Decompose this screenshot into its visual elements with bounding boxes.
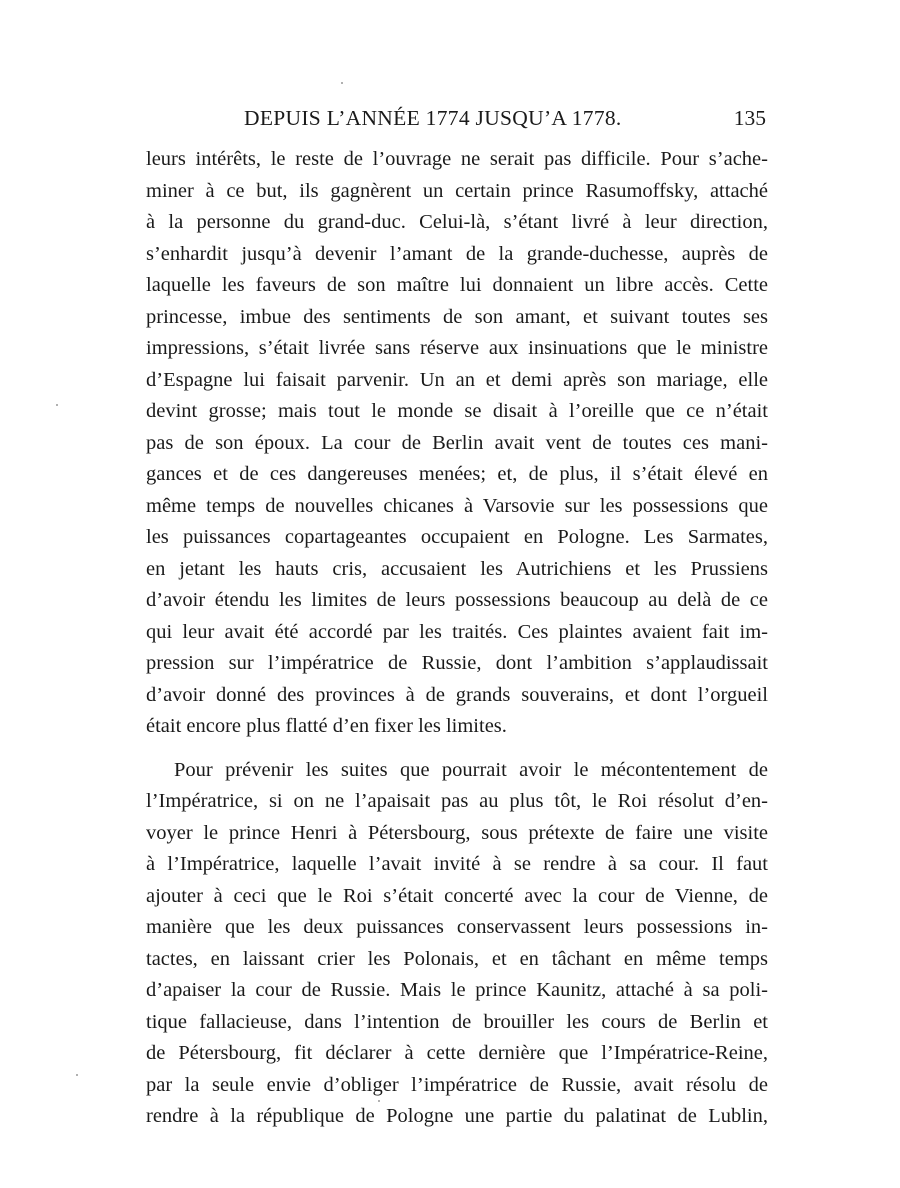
text-line: tique fallacieuse, dans l’intention de brouiller les cours de Berlin et xyxy=(146,1010,768,1033)
text-line: les puissances copartageantes occupaient en Pologne. Les Sarmates, xyxy=(146,526,768,548)
paragraph-gap xyxy=(146,743,768,755)
print-speck xyxy=(76,1074,78,1076)
text-line: de Pétersbourg, fit déclarer à cette dernière que l’Impératrice-Reine, xyxy=(146,1042,768,1064)
text-line: Pour prévenir les suites que pourrait avoir le mécontentement de xyxy=(174,758,768,781)
text-line: princesse, imbue des sentiments de son amant, et suivant toutes ses xyxy=(146,305,768,328)
print-speck xyxy=(378,1100,380,1102)
text-line: miner à ce but, ils gagnèrent un certain prince Rasumoffsky, attaché xyxy=(146,179,768,202)
page-number: 135 xyxy=(733,106,766,130)
text-line: d’apaiser la cour de Russie. Mais le prince Kaunitz, attaché à sa poli- xyxy=(146,979,768,1001)
text-line: devint grosse; mais tout le monde se disait à l’oreille que ce n’était xyxy=(146,400,768,422)
text-line: voyer le prince Henri à Pétersbourg, sous prétexte de faire une visite xyxy=(146,821,768,844)
body-text xyxy=(146,144,768,1133)
text-line: en jetant les hauts cris, accusaient les Autrichiens et les Prussiens xyxy=(146,557,768,580)
text-line: qui leur avait été accordé par les traités. Ces plaintes avaient fait im- xyxy=(146,620,768,643)
text-line: leurs intérêts, le reste de l’ouvrage ne serait pas difficile. Pour s’ache- xyxy=(146,148,768,170)
text-line: était encore plus flatté d’en fixer les limites. xyxy=(146,715,507,737)
text-line: pas de son époux. La cour de Berlin avait vent de toutes ces mani- xyxy=(146,431,768,454)
text-line: ajouter à ceci que le Roi s’était concerté avec la cour de Vienne, de xyxy=(146,884,768,907)
text-line: s’enhardit jusqu’à devenir l’amant de la grande-duchesse, auprès de xyxy=(146,242,768,265)
text-line: rendre à la république de Pologne une partie du palatinat de Lublin, xyxy=(146,1105,768,1127)
text-line: tactes, en laissant crier les Polonais, et en tâchant en même temps xyxy=(146,947,768,970)
paragraph-1 xyxy=(146,144,768,743)
running-title: DEPUIS L’ANNÉE 1774 JUSQU’A 1778. xyxy=(244,106,622,130)
text-line: même temps de nouvelles chicanes à Varsovie sur les possessions que xyxy=(146,494,768,517)
text-line: pression sur l’impératrice de Russie, dont l’ambition s’applaudissait xyxy=(146,652,768,674)
text-line: impressions, s’était livrée sans réserve aux insinuations que le ministre xyxy=(146,337,768,359)
text-line: manière que les deux puissances conservassent leurs possessions in- xyxy=(146,916,768,938)
paragraph-2 xyxy=(146,755,768,1133)
print-speck xyxy=(56,404,58,406)
text-line: à l’Impératrice, laquelle l’avait invité à se rendre à sa cour. Il faut xyxy=(146,853,768,875)
text-line: l’Impératrice, si on ne l’apaisait pas au plus tôt, le Roi résolut d’en- xyxy=(146,790,768,812)
text-line: d’Espagne lui faisait parvenir. Un an et demi après son mariage, elle xyxy=(146,368,768,391)
text-line: laquelle les faveurs de son maître lui donnaient un libre accès. Cette xyxy=(146,274,768,296)
text-line: à la personne du grand-duc. Celui-là, s’étant livré à leur direction, xyxy=(146,211,768,233)
text-line: gances et de ces dangereuses menées; et, de plus, il s’était élevé en xyxy=(146,463,768,485)
text-line: d’avoir donné des provinces à de grands souverains, et dont l’orgueil xyxy=(146,683,768,706)
text-line: d’avoir étendu les limites de leurs possessions beaucoup au delà de ce xyxy=(146,589,768,611)
running-head xyxy=(146,106,766,138)
print-speck xyxy=(341,82,343,84)
text-line: par la seule envie d’obliger l’impératrice de Russie, avait résolu de xyxy=(146,1073,768,1096)
